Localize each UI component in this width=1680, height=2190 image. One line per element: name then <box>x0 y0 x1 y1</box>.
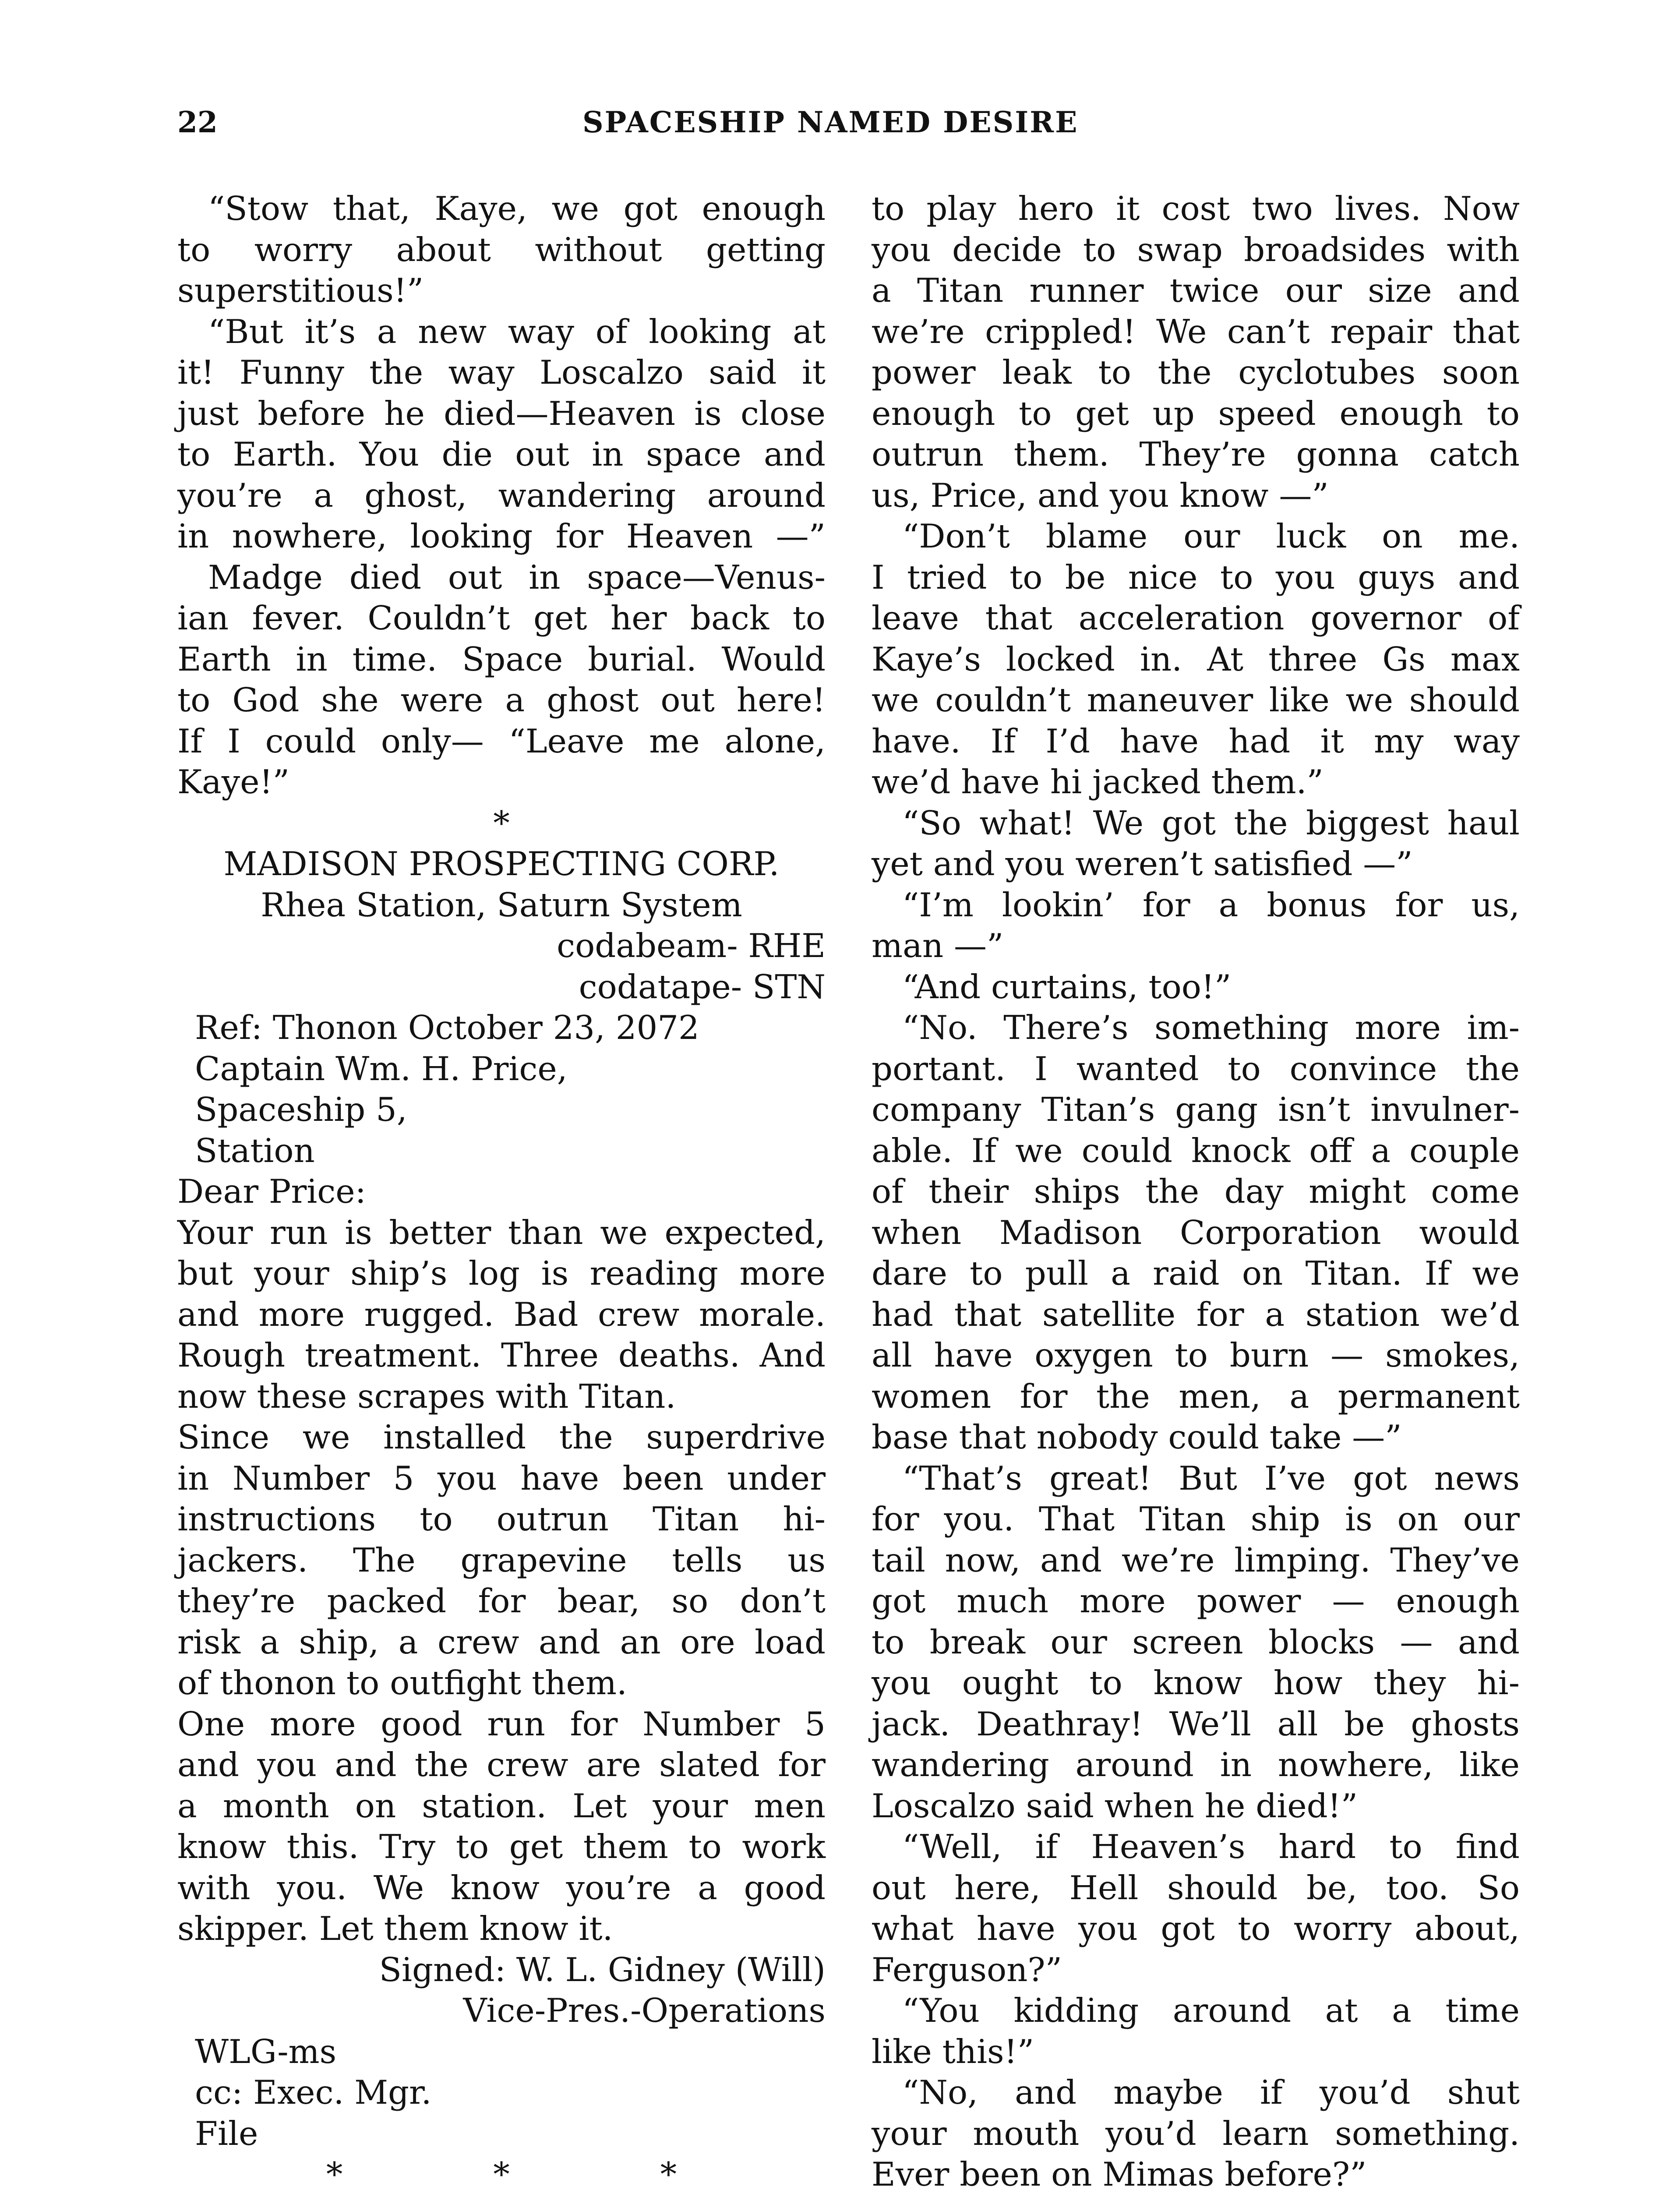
text-line: enough to get up speed enough to <box>872 394 1520 433</box>
text-line: in nowhere, looking for Heaven —” <box>177 517 826 555</box>
text-line: to break our screen blocks — and <box>872 1622 1520 1661</box>
text-line: codabeam- RHE <box>557 926 826 965</box>
text-line: “I’m lookin’ for a bonus for us, <box>902 885 1520 924</box>
text-line: instructions to outrun Titan hi- <box>177 1500 826 1538</box>
text-line: to God she were a ghost out here! <box>177 681 826 719</box>
text-line: what have you got to worry about, <box>872 1909 1520 1948</box>
text-line: leave that acceleration governor of <box>872 599 1520 637</box>
text-line: “And curtains, too!” <box>902 967 1232 1006</box>
text-line: Spaceship 5, <box>195 1090 407 1129</box>
text-line: “That’s great! But I’ve got news <box>902 1459 1520 1498</box>
text-line: now these scrapes with Titan. <box>177 1377 676 1416</box>
text-line: it! Funny the way Loscalzo said it <box>177 353 826 392</box>
text-line: WLG-ms <box>195 2032 337 2071</box>
text-line: Vice-Pres.-Operations <box>463 1991 826 2030</box>
text-line: “Stow that, Kaye, we got enough <box>208 189 826 228</box>
text-line: of thonon to outfight them. <box>177 1664 627 1702</box>
text-line: yet and you weren’t satisfied —” <box>872 844 1413 883</box>
text-line: ian fever. Couldn’t get her back to <box>177 599 826 637</box>
text-line: Your run is better than we expected, <box>177 1213 826 1252</box>
text-line: cc: Exec. Mgr. <box>195 2073 432 2112</box>
text-line: base that nobody could take —” <box>872 1418 1402 1456</box>
text-line: risk a ship, a crew and an ore load <box>177 1622 826 1661</box>
text-line: If I could only— “Leave me alone, <box>177 721 826 760</box>
text-line: out here, Hell should be, too. So <box>872 1868 1520 1907</box>
page-number: 22 <box>177 105 218 139</box>
text-line: women for the men, a permanent <box>872 1377 1520 1416</box>
text-line: of their ships the day might come <box>872 1172 1520 1211</box>
text-line: man —” <box>872 926 1004 965</box>
text-line: for you. That Titan ship is on our <box>872 1500 1520 1538</box>
text-line: “No. There’s something more im- <box>902 1008 1520 1047</box>
text-line: * * * <box>326 2155 747 2190</box>
text-line: but your ship’s log is reading more <box>177 1254 826 1293</box>
text-line: “So what! We got the biggest haul <box>902 803 1520 842</box>
text-line: “Don’t blame our luck on me. <box>902 517 1520 555</box>
text-line: Loscalzo said when he died!” <box>872 1786 1358 1825</box>
text-line: superstitious!” <box>177 271 424 310</box>
text-line: Kaye’s locked in. At three Gs max <box>872 639 1520 678</box>
text-line: codatape- STN <box>579 967 826 1006</box>
text-line: wandering around in nowhere, like <box>872 1745 1520 1784</box>
text-line: File <box>195 2114 258 2153</box>
text-line: with you. We know you’re a good <box>177 1868 826 1907</box>
right-text-column <box>872 188 1520 2190</box>
text-line: in Number 5 you have been under <box>177 1459 826 1498</box>
text-line: dare to pull a raid on Titan. If we <box>872 1254 1520 1293</box>
text-line: skipper. Let them know it. <box>177 1909 613 1948</box>
text-line: “You kidding around at a time <box>902 1991 1520 2030</box>
text-line: portant. I wanted to convince the <box>872 1049 1520 1088</box>
text-line: * <box>493 803 510 842</box>
text-line: we’d have hi jacked them.” <box>872 763 1324 801</box>
text-line: Captain Wm. H. Price, <box>195 1049 568 1088</box>
text-line: to worry about without getting <box>177 230 826 269</box>
text-line: “No, and maybe if you’d shut <box>902 2073 1520 2112</box>
text-line: outrun them. They’re gonna catch <box>872 435 1520 473</box>
text-line: just before he died—Heaven is close <box>177 394 826 433</box>
text-line: Earth in time. Space burial. Would <box>177 639 826 678</box>
text-line: “Well, if Heaven’s hard to find <box>902 1827 1520 1866</box>
text-line: like this!” <box>872 2032 1034 2071</box>
text-line: a Titan runner twice our size and <box>872 271 1520 310</box>
text-line: have. If I’d have had it my way <box>872 721 1520 760</box>
text-line: got much more power — enough <box>872 1582 1520 1620</box>
text-line: we’re crippled! We can’t repair that <box>872 312 1520 351</box>
text-line: Ferguson?” <box>872 1950 1062 1989</box>
text-line: Kaye!” <box>177 763 289 801</box>
text-line: us, Price, and you know —” <box>872 476 1329 515</box>
text-line: jack. Deathray! We’ll all be ghosts <box>872 1704 1520 1743</box>
text-line: to Earth. You die out in space and <box>177 435 826 473</box>
text-line: they’re packed for bear, so don’t <box>177 1582 826 1620</box>
text-line: tail now, and we’re limping. They’ve <box>872 1540 1520 1579</box>
text-line: I tried to be nice to you guys and <box>872 558 1520 597</box>
text-line: Station <box>195 1131 315 1170</box>
text-line: all have oxygen to burn — smokes, <box>872 1336 1520 1374</box>
text-line: “But it’s a new way of looking at <box>208 312 826 351</box>
text-line: when Madison Corporation would <box>872 1213 1520 1252</box>
text-line: your mouth you’d learn something. <box>872 2114 1520 2153</box>
running-title: SPACESHIP NAMED DESIRE <box>582 105 1079 139</box>
text-line: you’re a ghost, wandering around <box>177 476 826 515</box>
text-line: Madge died out in space—Venus- <box>208 558 826 597</box>
text-line: Rhea Station, Saturn System <box>261 885 742 924</box>
text-line: and you and the crew are slated for <box>177 1745 826 1784</box>
text-line: a month on station. Let your men <box>177 1786 826 1825</box>
text-line: MADISON PROSPECTING CORP. <box>223 844 780 883</box>
text-line: One more good run for Number 5 <box>177 1704 826 1743</box>
left-text-column <box>177 188 826 2190</box>
text-line: you ought to know how they hi- <box>872 1664 1520 1702</box>
text-line: we couldn’t maneuver like we should <box>872 681 1520 719</box>
text-line: power leak to the cyclotubes soon <box>872 353 1520 392</box>
text-line: Signed: W. L. Gidney (Will) <box>379 1950 826 1989</box>
text-line: Ever been on Mimas before?” <box>872 2155 1367 2190</box>
text-line: had that satellite for a station we’d <box>872 1295 1520 1334</box>
text-line: you decide to swap broadsides with <box>872 230 1520 269</box>
text-line: and more rugged. Bad crew morale. <box>177 1295 826 1334</box>
text-line: Rough treatment. Three deaths. And <box>177 1336 826 1374</box>
text-line: Dear Price: <box>177 1172 366 1211</box>
text-line: Since we installed the superdrive <box>177 1418 826 1456</box>
text-line: to play hero it cost two lives. Now <box>872 189 1520 228</box>
text-line: jackers. The grapevine tells us <box>177 1540 826 1579</box>
text-line: know this. Try to get them to work <box>177 1827 826 1866</box>
text-line: company Titan’s gang isn’t invulner- <box>872 1090 1520 1129</box>
text-line: Ref: Thonon October 23, 2072 <box>195 1008 699 1047</box>
text-line: able. If we could knock off a couple <box>872 1131 1520 1170</box>
